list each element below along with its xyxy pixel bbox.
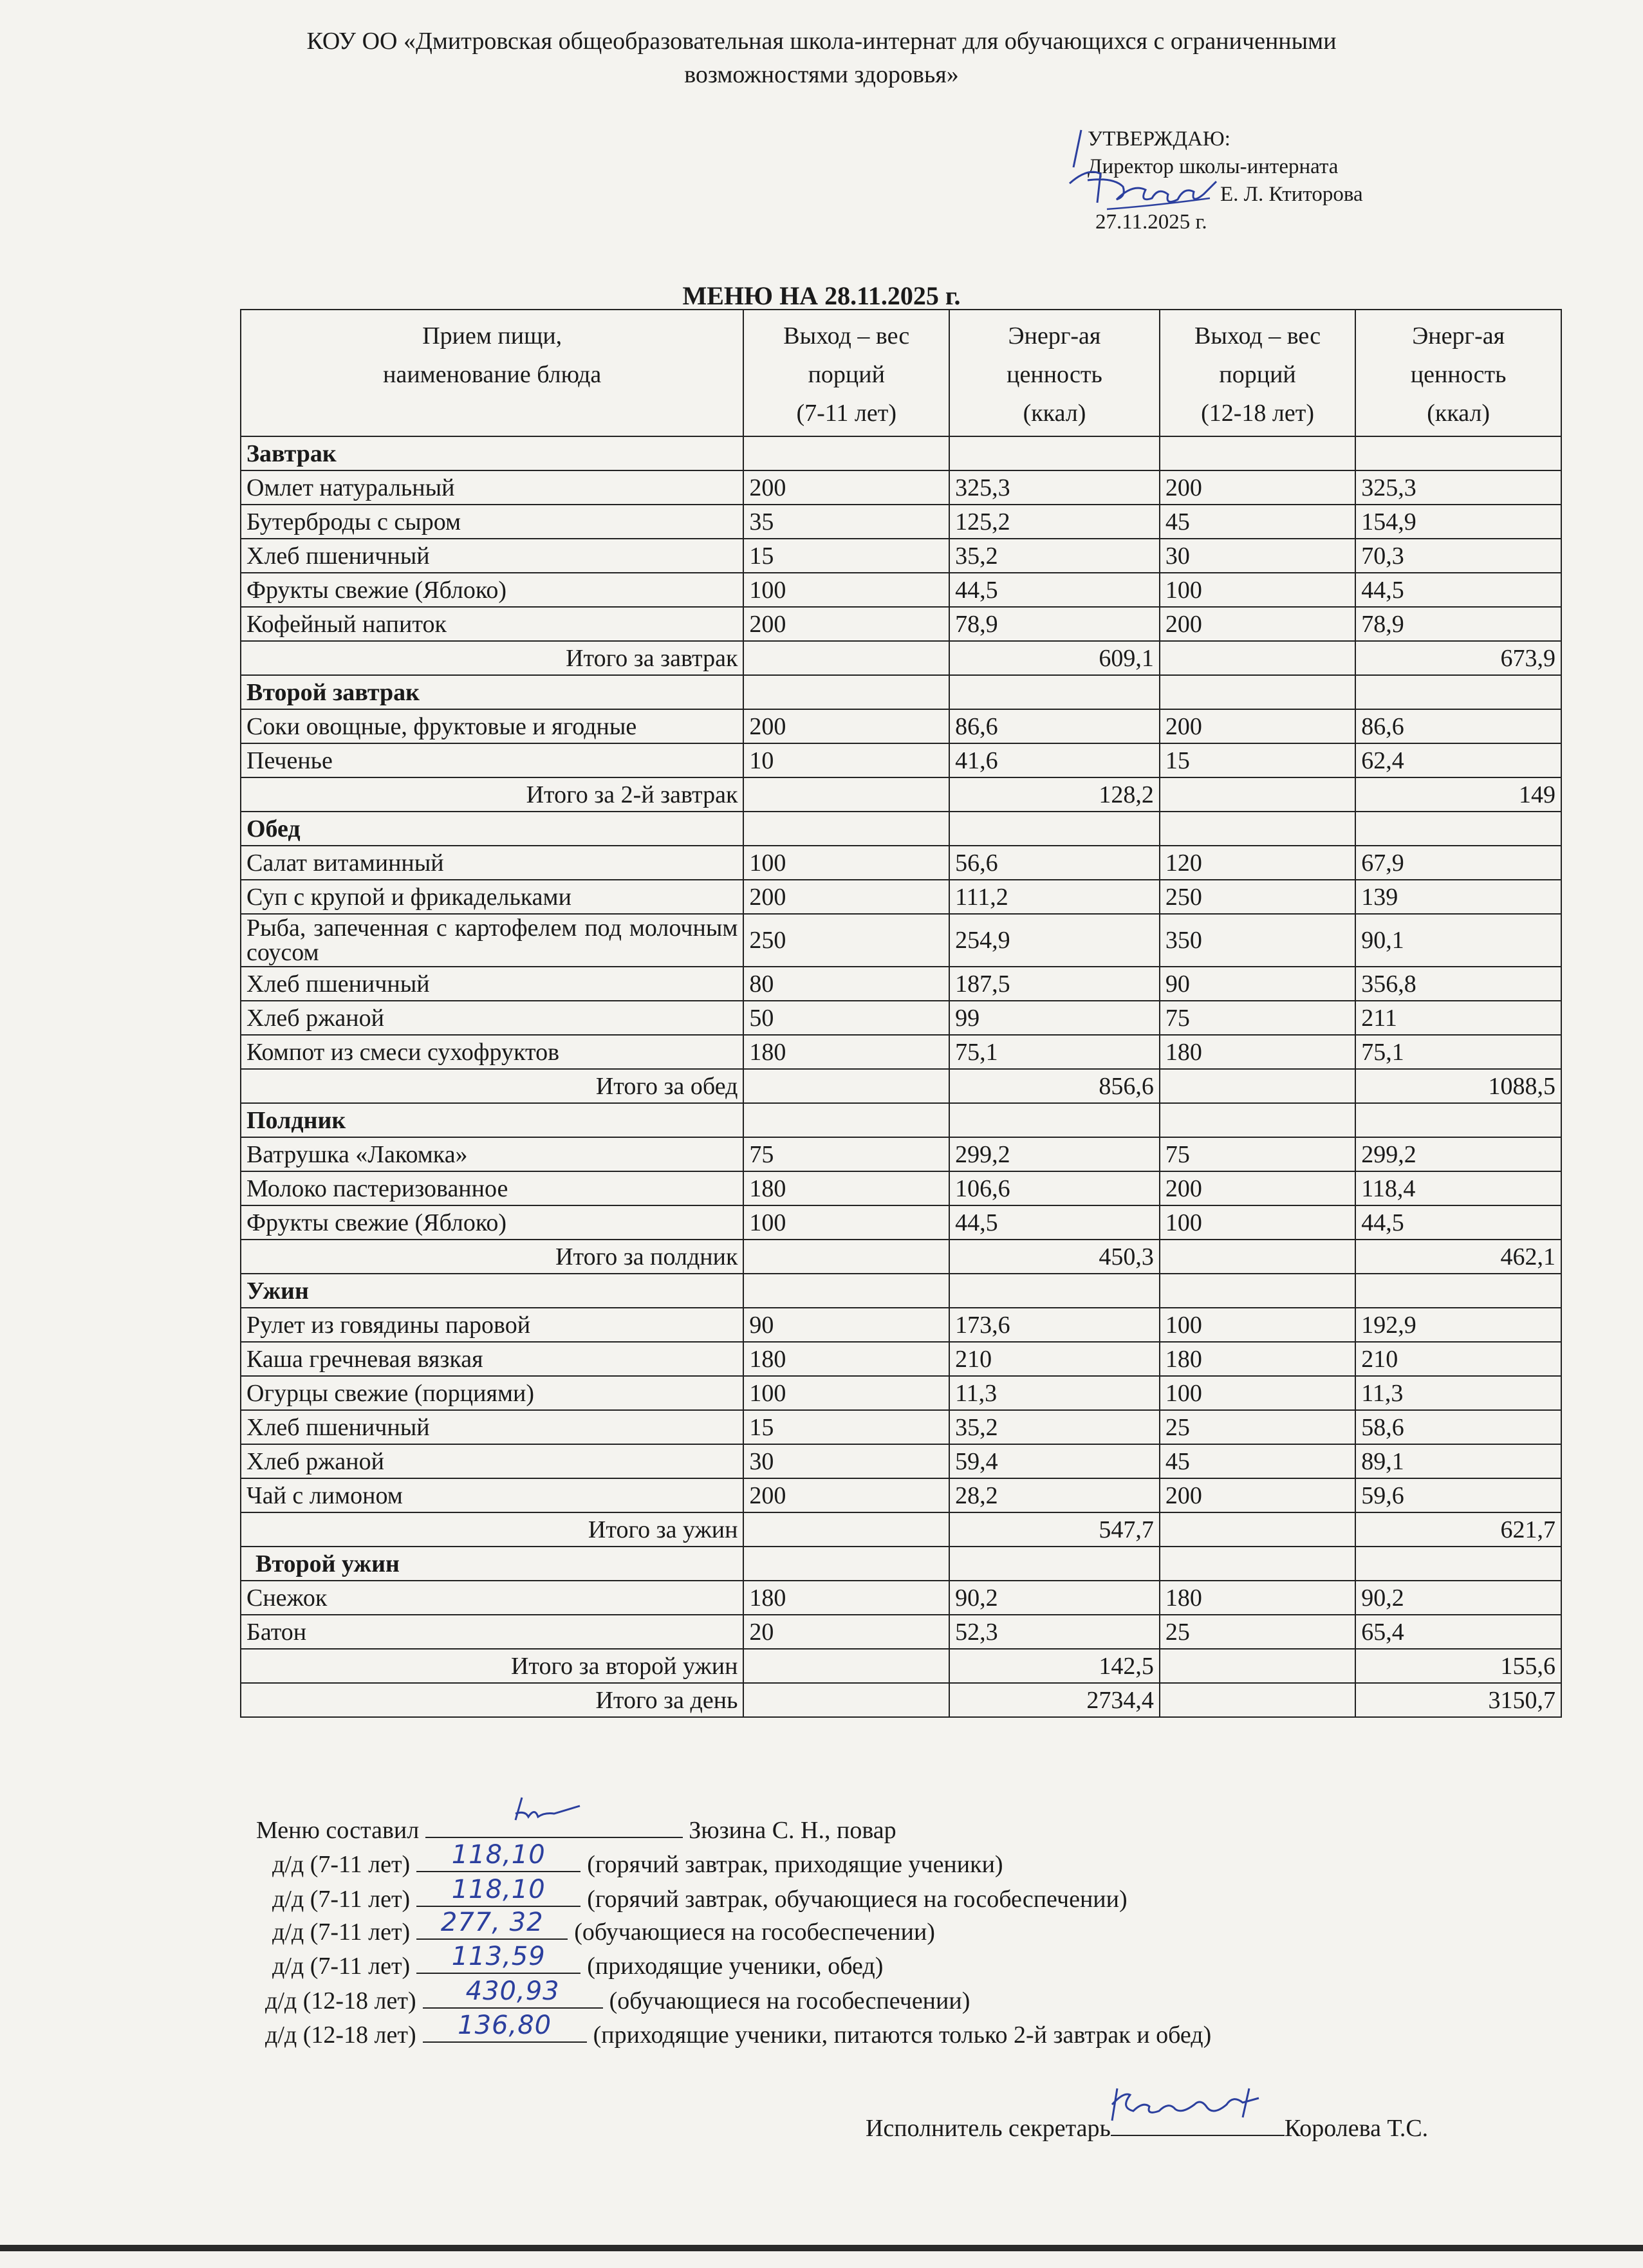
dish-name: Огурцы свежие (порциями) [241, 1376, 743, 1410]
empty-cell [1355, 1274, 1561, 1308]
weight-7-11: 100 [743, 573, 949, 607]
energy-12-18: 211 [1355, 1001, 1561, 1035]
daily-cost-blank [416, 1942, 580, 1974]
weight-7-11: 30 [743, 1444, 949, 1478]
empty-cell [1160, 1274, 1355, 1308]
weight-12-18: 25 [1160, 1410, 1355, 1444]
dish-name: Фрукты свежие (Яблоко) [241, 1205, 743, 1240]
weight-12-18: 200 [1160, 1478, 1355, 1512]
energy-12-18: 299,2 [1355, 1137, 1561, 1171]
empty-cell [1160, 1240, 1355, 1274]
weight-12-18: 100 [1160, 1308, 1355, 1342]
daily-cost-prefix: д/д (7-11 лет) [272, 1886, 411, 1913]
empty-cell [1160, 1103, 1355, 1137]
table-row [241, 1001, 1561, 1035]
weight-12-18: 180 [1160, 1581, 1355, 1615]
table-row [241, 846, 1561, 880]
section-title: Завтрак [241, 436, 743, 470]
org-line-2: возможностями здоровья» [684, 61, 959, 88]
executor-signature-blank [1111, 2113, 1285, 2136]
energy-7-11: 325,3 [949, 470, 1160, 505]
daily-cost-line [272, 1875, 1128, 1913]
energy-12-18: 75,1 [1355, 1035, 1561, 1069]
empty-cell [743, 1274, 949, 1308]
dish-name: Хлеб ржаной [241, 1444, 743, 1478]
total-label: Итого за обед [241, 1069, 743, 1103]
weight-12-18: 120 [1160, 846, 1355, 880]
section-header-row [241, 1103, 1561, 1137]
header-energy-12-18: Энерг-ая ценность (ккал) [1355, 310, 1561, 436]
table-row [241, 607, 1561, 641]
weight-12-18: 15 [1160, 743, 1355, 777]
total-7-11: 128,2 [949, 777, 1160, 812]
empty-cell [743, 1683, 949, 1717]
energy-12-18: 139 [1355, 880, 1561, 914]
daily-cost-value: 118,10 [451, 1875, 546, 1904]
header-weight-7-11: Выход – вес порций (7-11 лет) [743, 310, 949, 436]
executor-label: Исполнитель секретарь [866, 2115, 1111, 2142]
daily-cost-line [272, 1908, 935, 1946]
approval-name: Е. Л. Ктиторова [1220, 183, 1363, 206]
energy-7-11: 86,6 [949, 709, 1160, 743]
dish-name: Соки овощные, фруктовые и ягодные [241, 709, 743, 743]
empty-cell [1160, 777, 1355, 812]
empty-cell [949, 1274, 1160, 1308]
weight-7-11: 100 [743, 1205, 949, 1240]
total-label: Итого за завтрак [241, 641, 743, 675]
dish-name: Хлеб пшеничный [241, 1410, 743, 1444]
daily-cost-value: 430,93 [465, 1976, 560, 2006]
table-row [241, 1342, 1561, 1376]
energy-7-11: 52,3 [949, 1615, 1160, 1649]
section-title: Второй завтрак [241, 675, 743, 709]
header-weight-12-18: Выход – вес порций (12-18 лет) [1160, 310, 1355, 436]
energy-7-11: 44,5 [949, 1205, 1160, 1240]
energy-12-18: 90,1 [1355, 914, 1561, 967]
table-row [241, 1376, 1561, 1410]
energy-7-11: 125,2 [949, 505, 1160, 539]
total-row [241, 1240, 1561, 1274]
section-header-row [241, 1274, 1561, 1308]
table-row [241, 1035, 1561, 1069]
energy-12-18: 44,5 [1355, 1205, 1561, 1240]
energy-7-11: 75,1 [949, 1035, 1160, 1069]
energy-7-11: 28,2 [949, 1478, 1160, 1512]
empty-cell [743, 1649, 949, 1683]
energy-7-11: 44,5 [949, 573, 1160, 607]
day-total-7-11: 2734,4 [949, 1683, 1160, 1717]
section-title: Полдник [241, 1103, 743, 1137]
total-7-11: 856,6 [949, 1069, 1160, 1103]
dish-name: Молоко пастеризованное [241, 1171, 743, 1205]
organization-header [0, 24, 1643, 91]
energy-7-11: 56,6 [949, 846, 1160, 880]
energy-12-18: 210 [1355, 1342, 1561, 1376]
table-row [241, 573, 1561, 607]
energy-7-11: 106,6 [949, 1171, 1160, 1205]
weight-12-18: 25 [1160, 1615, 1355, 1649]
energy-7-11: 90,2 [949, 1581, 1160, 1615]
daily-cost-note: (приходящие ученики, обед) [587, 1953, 884, 1980]
weight-7-11: 15 [743, 1410, 949, 1444]
dish-name: Салат витаминный [241, 846, 743, 880]
empty-cell [743, 1512, 949, 1547]
weight-12-18: 75 [1160, 1137, 1355, 1171]
weight-12-18: 200 [1160, 709, 1355, 743]
weight-12-18: 30 [1160, 539, 1355, 573]
energy-7-11: 111,2 [949, 880, 1160, 914]
approval-position: Директор школы-интерната [1088, 155, 1339, 178]
energy-7-11: 35,2 [949, 539, 1160, 573]
energy-7-11: 35,2 [949, 1410, 1160, 1444]
bottom-border [0, 2245, 1643, 2251]
dish-name: Рыба, запеченная с картофелем под молочным соусом [241, 914, 743, 967]
daily-cost-prefix: д/д (12-18 лет) [265, 1987, 416, 2014]
empty-cell [743, 812, 949, 846]
energy-7-11: 99 [949, 1001, 1160, 1035]
energy-12-18: 118,4 [1355, 1171, 1561, 1205]
energy-7-11: 173,6 [949, 1308, 1160, 1342]
dish-name: Компот из смеси сухофруктов [241, 1035, 743, 1069]
section-header-row [241, 812, 1561, 846]
weight-7-11: 20 [743, 1615, 949, 1649]
weight-12-18: 250 [1160, 880, 1355, 914]
empty-cell [1160, 641, 1355, 675]
empty-cell [1160, 436, 1355, 470]
composer-signature [496, 1794, 625, 1833]
daily-cost-value: 136,80 [458, 2011, 552, 2040]
weight-7-11: 200 [743, 1478, 949, 1512]
total-12-18: 462,1 [1355, 1240, 1561, 1274]
dish-name: Фрукты свежие (Яблоко) [241, 573, 743, 607]
daily-cost-blank [416, 1875, 580, 1907]
weight-7-11: 200 [743, 709, 949, 743]
energy-12-18: 44,5 [1355, 573, 1561, 607]
dish-name: Ватрушка «Лакомка» [241, 1137, 743, 1171]
weight-12-18: 45 [1160, 505, 1355, 539]
energy-12-18: 325,3 [1355, 470, 1561, 505]
total-label: Итого за ужин [241, 1512, 743, 1547]
daily-cost-value: 118,10 [451, 1840, 546, 1870]
total-12-18: 1088,5 [1355, 1069, 1561, 1103]
weight-7-11: 15 [743, 539, 949, 573]
empty-cell [743, 1069, 949, 1103]
dish-name: Хлеб пшеничный [241, 539, 743, 573]
table-row [241, 880, 1561, 914]
weight-7-11: 100 [743, 1376, 949, 1410]
weight-7-11: 200 [743, 607, 949, 641]
daily-cost-line [265, 1976, 970, 2015]
table-row [241, 914, 1561, 967]
empty-cell [743, 641, 949, 675]
weight-12-18: 180 [1160, 1342, 1355, 1376]
director-signature [1062, 122, 1223, 238]
daily-cost-value: 113,59 [451, 1942, 546, 1971]
total-row [241, 1069, 1561, 1103]
daily-cost-value: 277, 32 [440, 1908, 544, 1937]
table-row [241, 470, 1561, 505]
energy-7-11: 78,9 [949, 607, 1160, 641]
weight-7-11: 180 [743, 1035, 949, 1069]
dish-name: Батон [241, 1615, 743, 1649]
daily-cost-note: (горячий завтрак, приходящие ученики) [587, 1851, 1003, 1878]
total-label: Итого за второй ужин [241, 1649, 743, 1683]
weight-7-11: 50 [743, 1001, 949, 1035]
daily-cost-prefix: д/д (7-11 лет) [272, 1953, 411, 1980]
day-total-row [241, 1683, 1561, 1717]
table-header-row [241, 310, 1561, 436]
empty-cell [743, 436, 949, 470]
table-row [241, 1308, 1561, 1342]
section-title: Второй ужин [241, 1547, 743, 1581]
approval-date: 27.11.2025 г. [1095, 210, 1207, 234]
empty-cell [1160, 1683, 1355, 1717]
daily-cost-blank [423, 1976, 603, 2009]
energy-7-11: 11,3 [949, 1376, 1160, 1410]
empty-cell [1160, 1547, 1355, 1581]
energy-12-18: 86,6 [1355, 709, 1561, 743]
daily-cost-line [265, 2011, 1212, 2049]
table-row [241, 505, 1561, 539]
weight-12-18: 45 [1160, 1444, 1355, 1478]
executor-line [866, 2113, 1428, 2143]
empty-cell [743, 777, 949, 812]
energy-7-11: 210 [949, 1342, 1160, 1376]
table-row [241, 1478, 1561, 1512]
header-energy-7-11: Энерг-ая ценность (ккал) [949, 310, 1160, 436]
energy-12-18: 11,3 [1355, 1376, 1561, 1410]
weight-7-11: 80 [743, 967, 949, 1001]
empty-cell [1160, 812, 1355, 846]
executor-signature [1104, 2076, 1291, 2133]
total-row [241, 777, 1561, 812]
daily-cost-prefix: д/д (7-11 лет) [272, 1851, 411, 1878]
empty-cell [1160, 675, 1355, 709]
composer-name: Зюзина С. Н., повар [689, 1817, 896, 1844]
weight-12-18: 90 [1160, 967, 1355, 1001]
table-row [241, 1615, 1561, 1649]
empty-cell [949, 436, 1160, 470]
daily-cost-note: (обучающиеся на гособеспечении) [609, 1987, 970, 2014]
composer-signature-blank [425, 1815, 683, 1838]
weight-12-18: 100 [1160, 1205, 1355, 1240]
weight-12-18: 100 [1160, 573, 1355, 607]
weight-7-11: 250 [743, 914, 949, 967]
empty-cell [1355, 812, 1561, 846]
weight-7-11: 180 [743, 1171, 949, 1205]
dish-name: Бутерброды с сыром [241, 505, 743, 539]
energy-7-11: 299,2 [949, 1137, 1160, 1171]
daily-cost-blank [416, 1840, 580, 1872]
weight-12-18: 200 [1160, 607, 1355, 641]
dish-name: Омлет натуральный [241, 470, 743, 505]
daily-cost-blank [416, 1908, 568, 1940]
energy-12-18: 70,3 [1355, 539, 1561, 573]
total-12-18: 673,9 [1355, 641, 1561, 675]
weight-12-18: 75 [1160, 1001, 1355, 1035]
table-row [241, 1137, 1561, 1171]
empty-cell [949, 812, 1160, 846]
weight-7-11: 200 [743, 470, 949, 505]
empty-cell [1355, 1103, 1561, 1137]
dish-name: Суп с крупой и фрикадельками [241, 880, 743, 914]
table-row [241, 967, 1561, 1001]
total-7-11: 547,7 [949, 1512, 1160, 1547]
weight-7-11: 90 [743, 1308, 949, 1342]
daily-cost-prefix: д/д (7-11 лет) [272, 1919, 411, 1946]
executor-name: Королева Т.С. [1284, 2115, 1429, 2142]
empty-cell [743, 1240, 949, 1274]
dish-name: Печенье [241, 743, 743, 777]
weight-7-11: 100 [743, 846, 949, 880]
energy-12-18: 58,6 [1355, 1410, 1561, 1444]
total-7-11: 450,3 [949, 1240, 1160, 1274]
table-row [241, 743, 1561, 777]
total-12-18: 621,7 [1355, 1512, 1561, 1547]
weight-7-11: 180 [743, 1581, 949, 1615]
section-header-row [241, 675, 1561, 709]
dish-name: Рулет из говядины паровой [241, 1308, 743, 1342]
dish-name: Снежок [241, 1581, 743, 1615]
empty-cell [743, 675, 949, 709]
energy-7-11: 59,4 [949, 1444, 1160, 1478]
empty-cell [949, 675, 1160, 709]
daily-cost-note: (приходящие ученики, питаются только 2-й завтрак и обед) [593, 2022, 1212, 2049]
daily-cost-note: (горячий завтрак, обучающиеся на гособеспечении) [587, 1886, 1128, 1913]
energy-7-11: 41,6 [949, 743, 1160, 777]
weight-7-11: 75 [743, 1137, 949, 1171]
daily-cost-line [272, 1840, 1003, 1879]
energy-12-18: 67,9 [1355, 846, 1561, 880]
weight-7-11: 35 [743, 505, 949, 539]
empty-cell [1160, 1069, 1355, 1103]
energy-12-18: 90,2 [1355, 1581, 1561, 1615]
energy-12-18: 89,1 [1355, 1444, 1561, 1478]
energy-7-11: 187,5 [949, 967, 1160, 1001]
weight-7-11: 180 [743, 1342, 949, 1376]
total-12-18: 149 [1355, 777, 1561, 812]
table-row [241, 1410, 1561, 1444]
table-row [241, 539, 1561, 573]
section-title: Обед [241, 812, 743, 846]
total-label: Итого за 2-й завтрак [241, 777, 743, 812]
menu-title: МЕНЮ НА 28.11.2025 г. [682, 281, 961, 310]
total-12-18: 155,6 [1355, 1649, 1561, 1683]
composed-label: Меню составил [256, 1817, 420, 1844]
energy-7-11: 254,9 [949, 914, 1160, 967]
energy-12-18: 62,4 [1355, 743, 1561, 777]
energy-12-18: 356,8 [1355, 967, 1561, 1001]
daily-cost-prefix: д/д (12-18 лет) [265, 2022, 416, 2049]
total-7-11: 609,1 [949, 641, 1160, 675]
weight-7-11: 10 [743, 743, 949, 777]
empty-cell [949, 1103, 1160, 1137]
energy-12-18: 59,6 [1355, 1478, 1561, 1512]
daily-cost-note: (обучающиеся на гособеспечении) [574, 1919, 935, 1946]
empty-cell [1355, 675, 1561, 709]
section-title: Ужин [241, 1274, 743, 1308]
menu-table [240, 309, 1562, 1718]
weight-12-18: 100 [1160, 1376, 1355, 1410]
table-row [241, 1205, 1561, 1240]
section-header-row [241, 1547, 1561, 1581]
empty-cell [743, 1547, 949, 1581]
empty-cell [1355, 436, 1561, 470]
dish-name: Кофейный напиток [241, 607, 743, 641]
dish-name: Чай с лимоном [241, 1478, 743, 1512]
weight-12-18: 200 [1160, 470, 1355, 505]
total-row [241, 1649, 1561, 1683]
table-row [241, 1171, 1561, 1205]
day-total-label: Итого за день [241, 1683, 743, 1717]
energy-12-18: 78,9 [1355, 607, 1561, 641]
dish-name: Хлеб ржаной [241, 1001, 743, 1035]
dish-name: Каша гречневая вязкая [241, 1342, 743, 1376]
total-row [241, 1512, 1561, 1547]
dish-name: Хлеб пшеничный [241, 967, 743, 1001]
empty-cell [743, 1103, 949, 1137]
daily-cost-blank [423, 2011, 587, 2043]
weight-12-18: 180 [1160, 1035, 1355, 1069]
weight-12-18: 350 [1160, 914, 1355, 967]
org-line-1: КОУ ОО «Дмитровская общеобразовательная школа-интернат для обучающихся с ограниченными [306, 28, 1337, 55]
energy-12-18: 192,9 [1355, 1308, 1561, 1342]
total-row [241, 641, 1561, 675]
table-row [241, 709, 1561, 743]
empty-cell [1160, 1512, 1355, 1547]
energy-12-18: 65,4 [1355, 1615, 1561, 1649]
weight-12-18: 200 [1160, 1171, 1355, 1205]
table-row [241, 1444, 1561, 1478]
weight-7-11: 200 [743, 880, 949, 914]
section-header-row [241, 436, 1561, 470]
total-7-11: 142,5 [949, 1649, 1160, 1683]
empty-cell [1160, 1649, 1355, 1683]
empty-cell [1355, 1547, 1561, 1581]
empty-cell [949, 1547, 1160, 1581]
total-label: Итого за полдник [241, 1240, 743, 1274]
day-total-12-18: 3150,7 [1355, 1683, 1561, 1717]
header-dish: Прием пищи, наименование блюда [241, 310, 743, 436]
energy-12-18: 154,9 [1355, 505, 1561, 539]
table-row [241, 1581, 1561, 1615]
approval-title: УТВЕРЖДАЮ: [1088, 127, 1230, 151]
